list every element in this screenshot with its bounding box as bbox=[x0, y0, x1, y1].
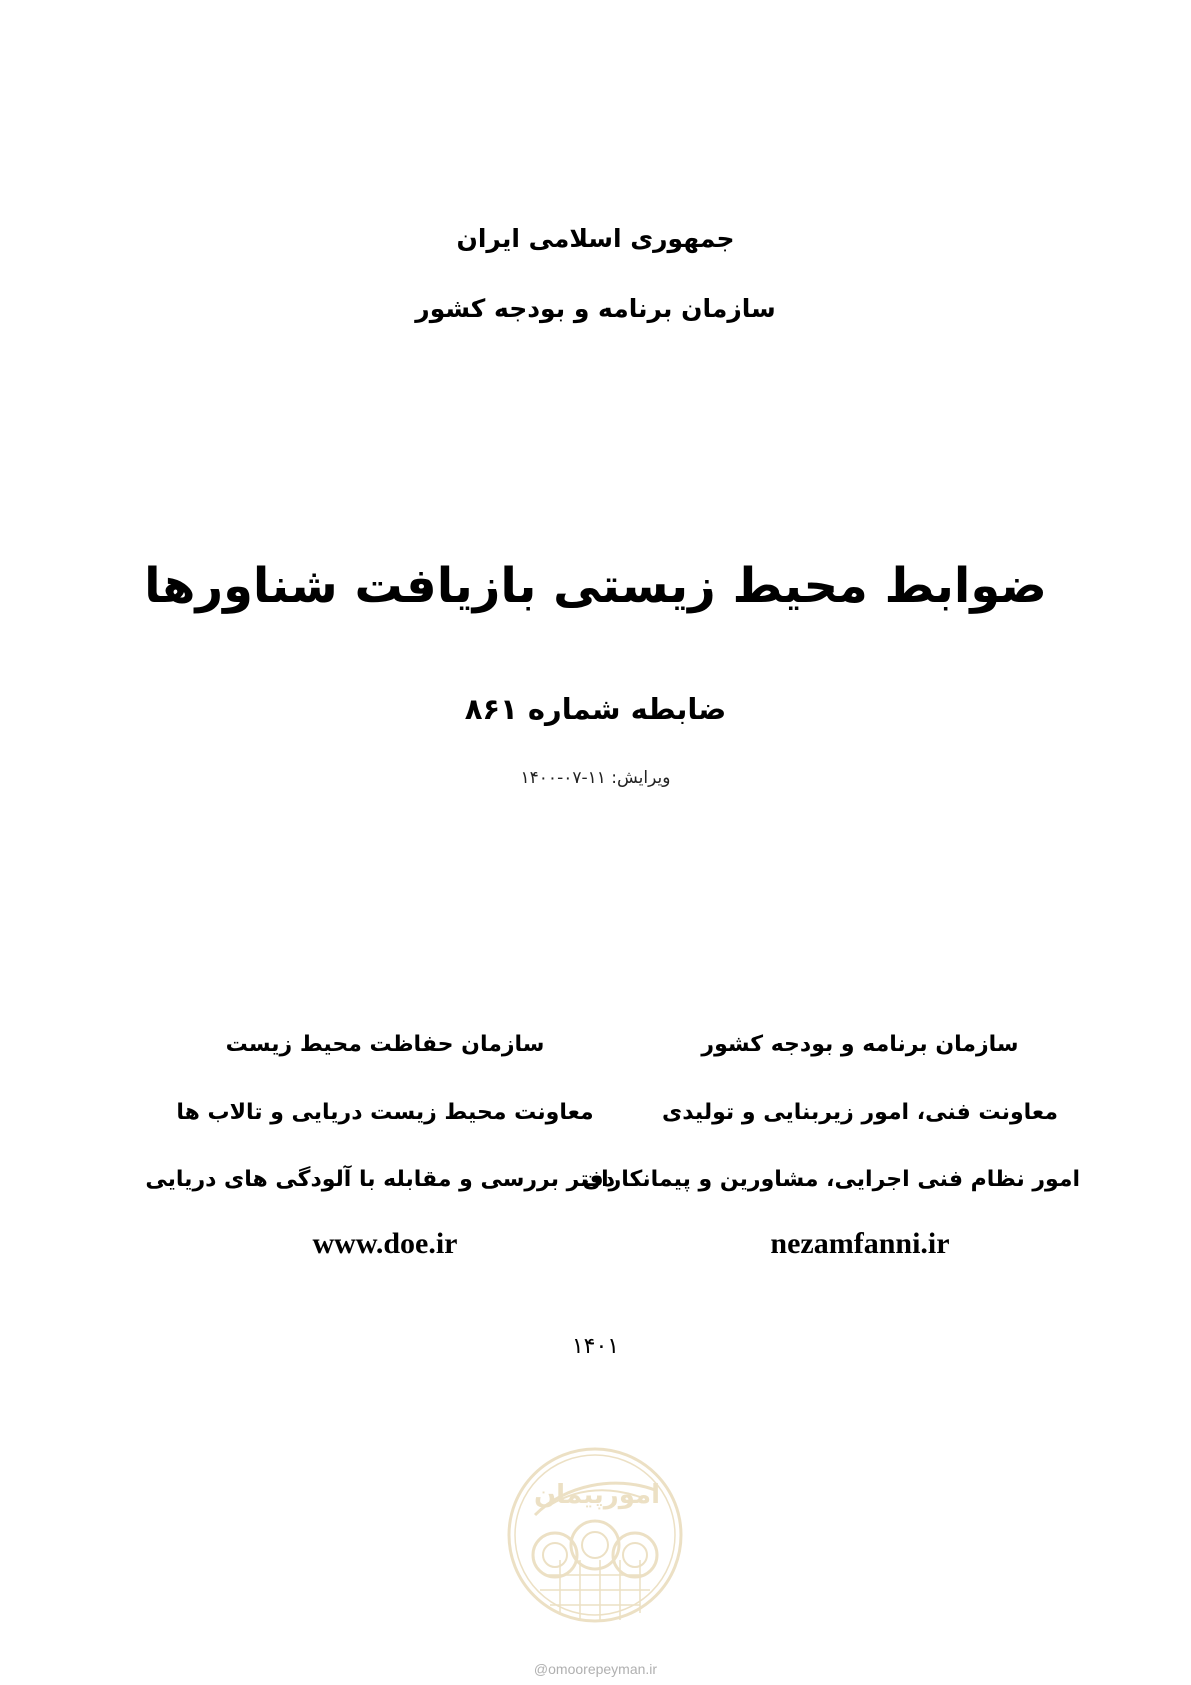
publisher-right-office: امور نظام فنی اجرایی، مشاورین و پیمانکاران bbox=[582, 1167, 1080, 1192]
watermark-credit: @omoorepeyman.ir bbox=[533, 1661, 658, 1677]
document-number: ضابطه شماره ۸۶۱ bbox=[464, 692, 727, 726]
issuing-organization: سازمان برنامه و بودجه کشور bbox=[415, 294, 776, 323]
publisher-left-office: دفتر بررسی و مقابله با آلودگی های دریایی bbox=[145, 1167, 615, 1192]
publisher-right-website: nezamfanni.ir bbox=[770, 1227, 950, 1260]
document-edition: ویرایش: ۱۱-۰۷-۱۴۰۰ bbox=[520, 768, 671, 788]
publisher-right-deputy: معاونت فنی، امور زیربنایی و تولیدی bbox=[662, 1100, 1058, 1125]
document-title: ضوابط محیط زیستی بازیافت شناورها bbox=[144, 558, 1047, 614]
seal-logo-text: امورپیمان bbox=[533, 1480, 661, 1510]
publisher-left-organization: سازمان حفاظت محیط زیست bbox=[225, 1032, 545, 1057]
watermark-seal-logo bbox=[505, 1445, 685, 1625]
country-name: جمهوری اسلامی ایران bbox=[456, 224, 735, 253]
publisher-left-deputy: معاونت محیط زیست دریایی و تالاب ها bbox=[176, 1100, 594, 1125]
publication-year: ۱۴۰۱ bbox=[571, 1334, 620, 1359]
publisher-left-website: www.doe.ir bbox=[312, 1227, 458, 1260]
publisher-right-organization: سازمان برنامه و بودجه کشور bbox=[701, 1032, 1019, 1057]
publisher-left-block bbox=[145, 1030, 615, 1270]
publisher-right-block bbox=[582, 1030, 1080, 1270]
